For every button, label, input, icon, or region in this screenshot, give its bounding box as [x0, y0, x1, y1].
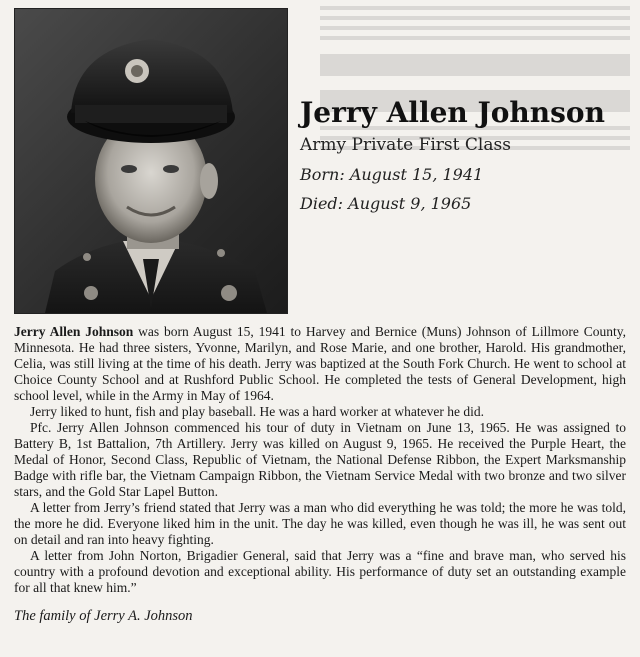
bio-paragraph-1 [14, 324, 626, 404]
family-signature: The family of Jerry A. Johnson [14, 608, 193, 624]
page-title: Jerry Allen Johnson [300, 96, 605, 129]
bio-lead-name: Jerry Allen Johnson [14, 324, 134, 339]
biography [14, 324, 626, 596]
bio-paragraph-5: A letter from John Norton, Brigadier General, said that Jerry was a “fine and brave man, who served his country with a profound devotion and exceptional ability. His performance of duty set an outstanding example for all that knew him.” [14, 548, 626, 595]
bio-paragraph-1-text: was born August 15, 1941 to Harvey and Bernice (Muns) Johnson of Lillmore County, Minnesota. He had three sisters, Yvonne, Marilyn, and Rose Marie, and one brother, Harold. His grandmother, Celia, was still living at the time of his death. Jerry was baptized at the South Fork Church. He went to school at Choice County School and at Rushford Public School. He completed the tests of General Development, high school level, while in the Army in May of 1964. [14, 324, 626, 403]
rank-subtitle: Army Private First Class [300, 135, 511, 155]
born-date: Born: August 15, 1941 [300, 165, 484, 184]
bio-paragraph-2: Jerry liked to hunt, fish and play baseball. He was a hard worker at whatever he did. [30, 404, 484, 419]
portrait-photo [14, 8, 288, 314]
bio-paragraph-4: A letter from Jerry’s friend stated that Jerry was a man who did everything he was told; the more he was told, the more he did. Everyone liked him in the unit. The day he was killed, even though he was ill, he was sent out on detail and ran into heavy fighting. [14, 500, 626, 547]
bio-paragraph-3: Pfc. Jerry Allen Johnson commenced his tour of duty in Vietnam on June 13, 1965. He was assigned to Battery B, 1st Battalion, 7th Artillery. Jerry was killed on August 9, 1965. He received the Purple Heart, the Medal of Honor, Second Class, Republic of Vietnam, the National Defense Ribbon, the Expert Marksmanship Badge with rifle bar, the Vietnam Campaign Ribbon, the Vietnam Service Medal with two bronze and two silver stars, and the Gold Star Lapel Button. [14, 420, 626, 499]
title-block [300, 96, 605, 213]
died-date: Died: August 9, 1965 [300, 194, 472, 213]
